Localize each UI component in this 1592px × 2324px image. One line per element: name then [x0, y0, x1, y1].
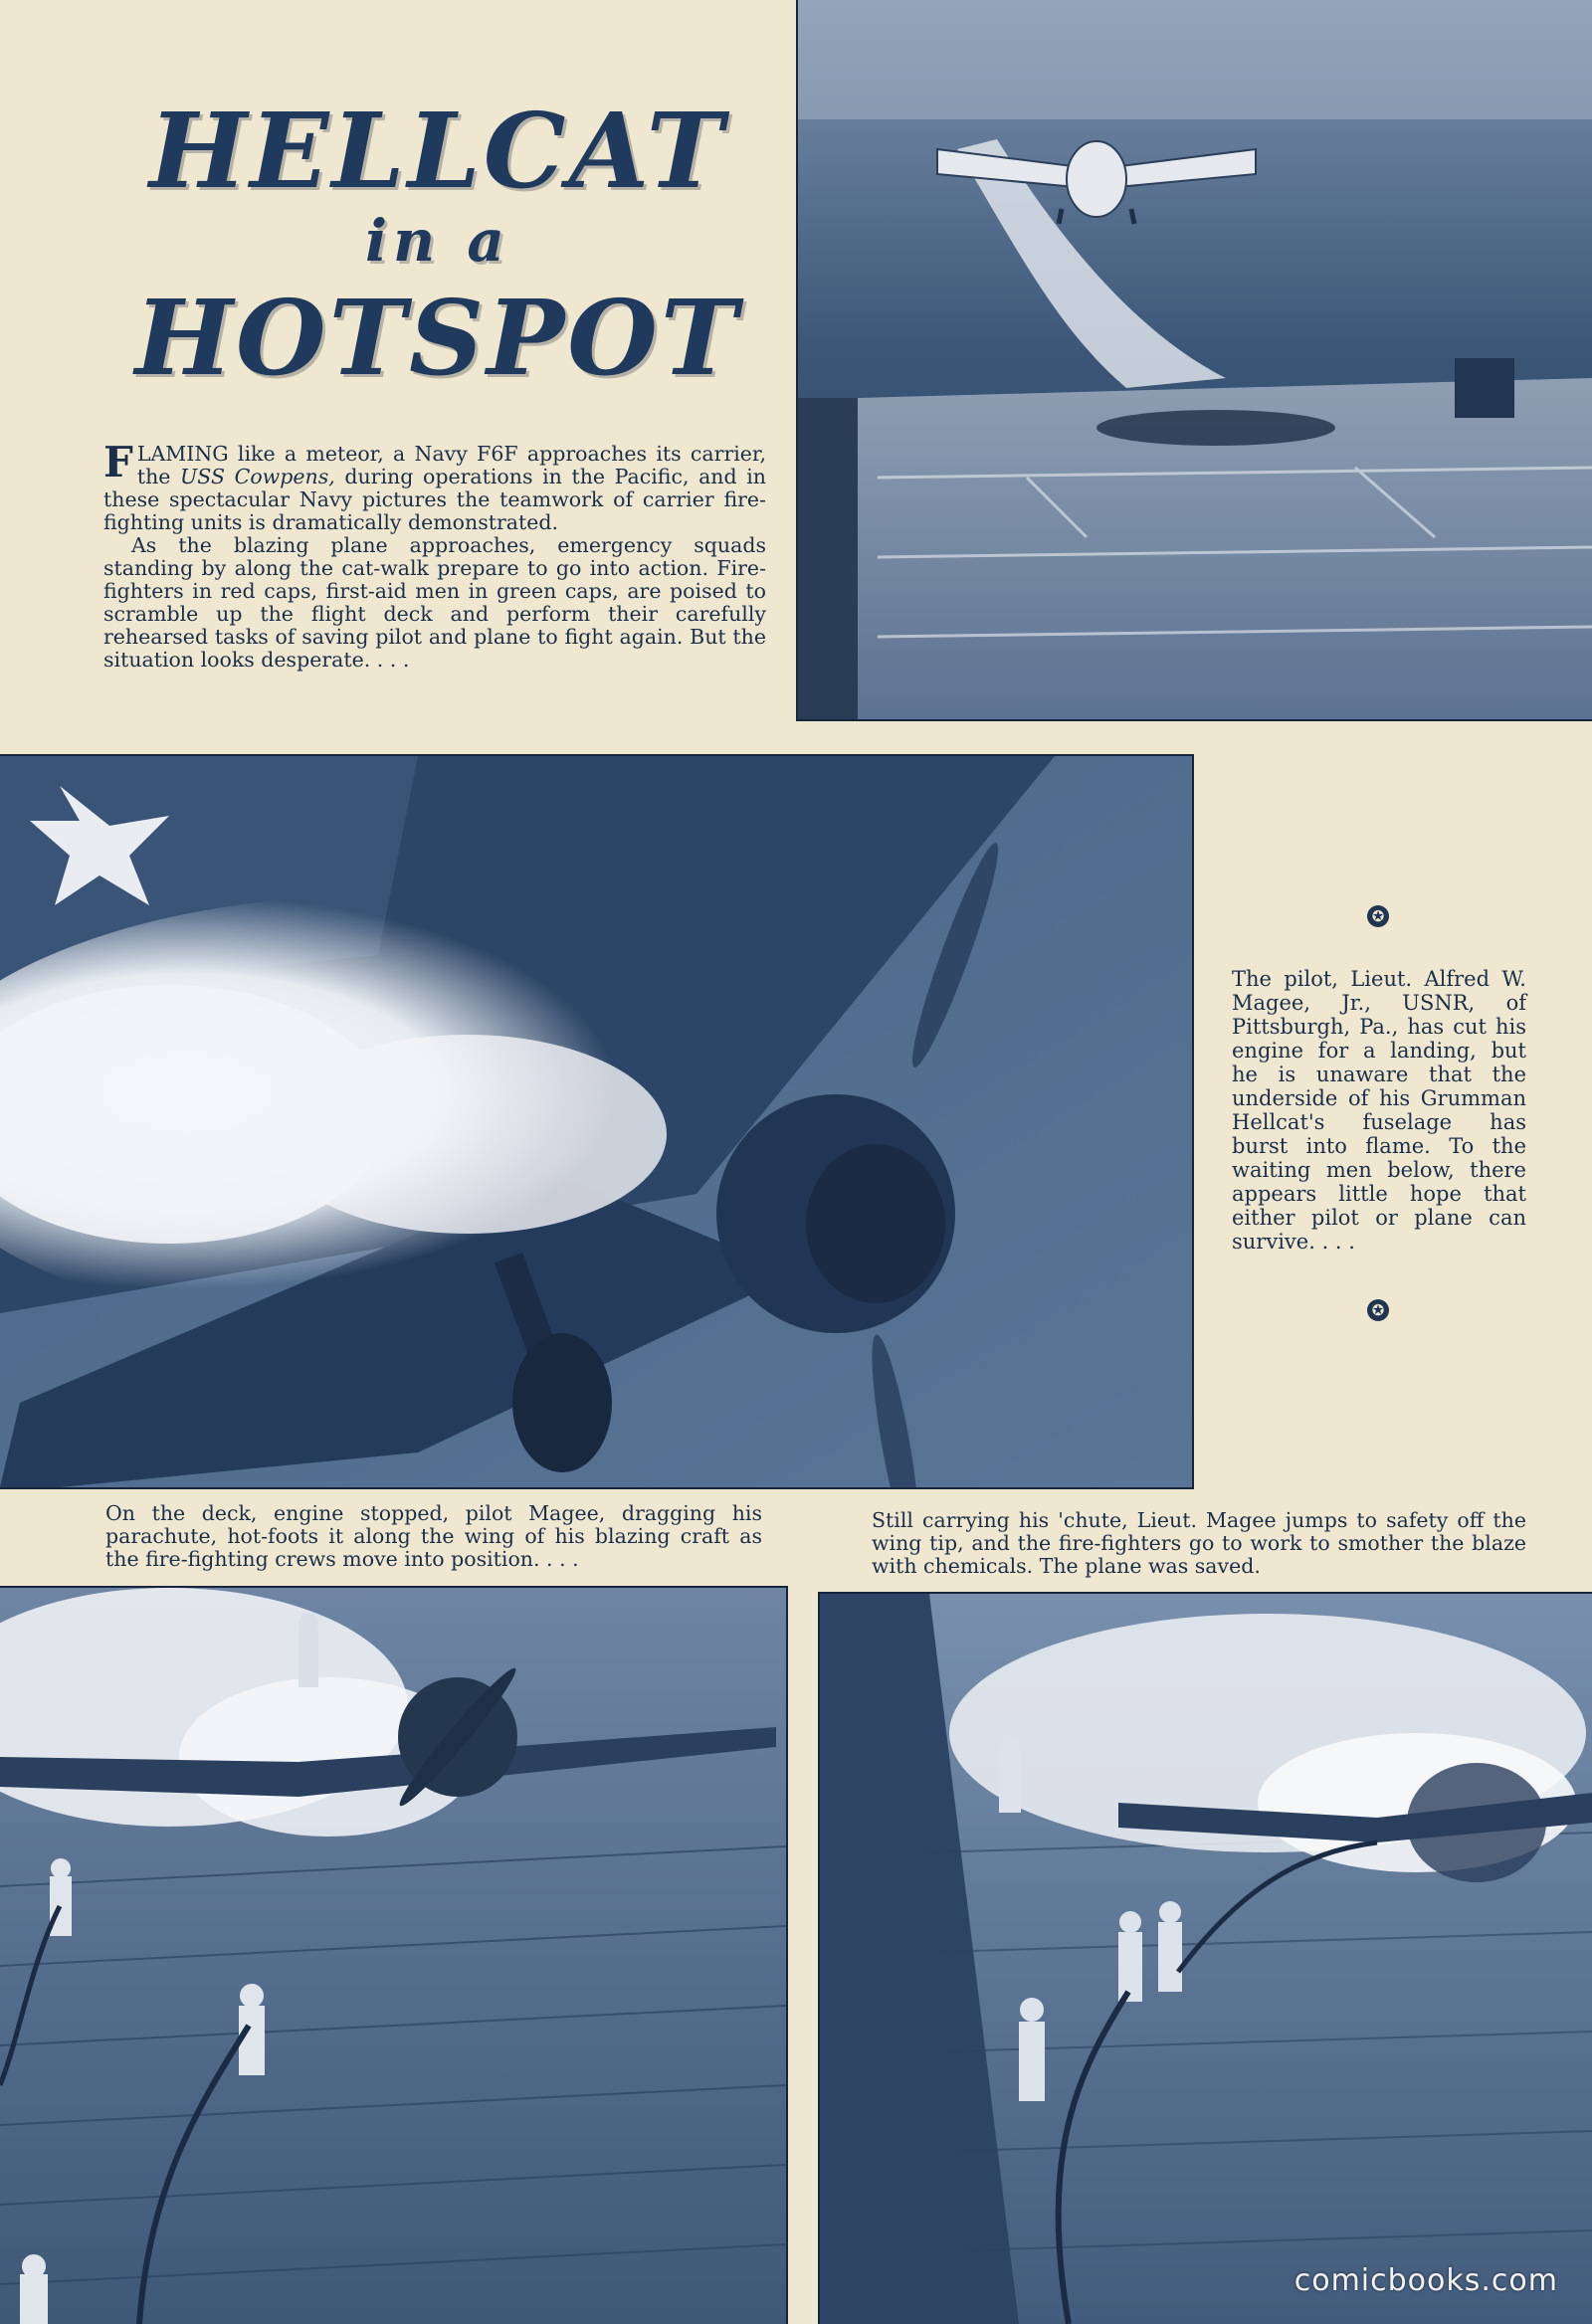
sidebar-text: The pilot, Lieut. Alfred W. Magee, Jr., USNR, of Pittsburgh, Pa., has cut his engine for a landing, but he is unaware that the underside of his Grumman Hellcat's fuselage has burst into flame. To the waiting men below, there appears little hope that either pilot or plane can survive. . . .: [1232, 967, 1526, 1254]
intro-text-a: LAMING like a meteor, a Navy F6F approaches its carrier, the: [136, 442, 766, 488]
title-line-3: HOTSPOT: [134, 277, 741, 399]
drop-cap: F: [103, 438, 133, 486]
photo-plane-approaching-carrier: [796, 0, 1592, 721]
title-line-2: in a: [365, 207, 510, 275]
star-ornament-bottom: ✪: [1367, 1299, 1389, 1321]
photo-firefighters-smother-blaze: [818, 1592, 1592, 2324]
photo-burning-hellcat-underside: [0, 754, 1194, 1489]
caption-right: Still carrying his 'chute, Lieut. Magee jumps to safety off the wing tip, and the fire-fighters go to work to smother the blaze with chemicals. The plane was saved.: [872, 1508, 1526, 1578]
title-line-1: HELLCAT: [149, 90, 726, 212]
star-ornament-top: ✪: [1367, 905, 1389, 927]
intro-text: [103, 438, 767, 672]
caption-left: On the deck, engine stopped, pilot Magee, dragging his parachute, hot-foots it along the wing of his blazing craft as the fire-fighting crews move into position. . . .: [105, 1501, 762, 1571]
intro-paragraph-1: [103, 438, 767, 534]
intro-text-b: during operations in the Pacific, and in these spectacular Navy pictures the teamwork of carrier fire-fighting units is dramatically demonstrated.: [103, 465, 767, 534]
watermark: comicbooks.com: [1294, 2263, 1558, 2298]
photo-pilot-on-wing: [0, 1586, 788, 2324]
ship-name: USS Cowpens,: [180, 465, 335, 488]
intro-paragraph-2: As the blazing plane approaches, emergency squads standing by along the cat-walk prepare to go into action. Fire-fighters in red caps, first-aid men in green caps, are poised to scramble up the flight deck and perform their carefully rehearsed tasks of saving pilot and plane to fight again. But the situation looks desperate. . . .: [103, 533, 766, 672]
